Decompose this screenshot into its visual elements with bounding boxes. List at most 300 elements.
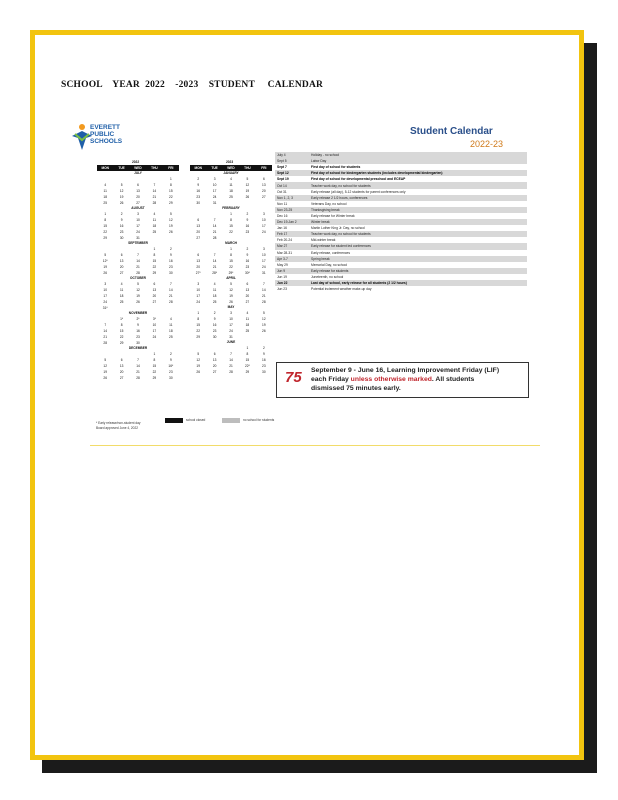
event-date: Dec 19-Jan 2 [277, 220, 297, 225]
day-cell: 7 [104, 323, 107, 327]
day-cell: 31 [212, 201, 217, 205]
day-cell: 2 [169, 247, 172, 251]
events-list [275, 152, 527, 292]
day-cell: 9 [262, 352, 265, 356]
month-name: JULY [134, 171, 142, 175]
day-cell: 25 [212, 300, 217, 304]
event-text: Early release for students [311, 268, 349, 273]
day-cell: 23 [245, 265, 250, 269]
day-cell: 7 [137, 253, 139, 257]
day-cell: 10 [262, 253, 266, 257]
day-cell: 11 [245, 317, 250, 321]
event-text: Early release 2 1/2 hours, conferences [311, 195, 368, 200]
day-cell: 24 [196, 300, 200, 304]
day-cell: 17 [212, 189, 217, 193]
day-cell: 20 [119, 370, 124, 374]
week-row [190, 369, 272, 375]
day-cell: 30 [262, 370, 266, 374]
day-cell: 13 [245, 288, 250, 292]
day-cell: 5 [104, 253, 107, 257]
day-cell: 23 [169, 265, 173, 269]
day-cell: 29 [169, 201, 173, 205]
day-cell: 10 [262, 218, 266, 222]
day-cell: 4 [104, 183, 107, 187]
day-cell: 6 [197, 218, 200, 222]
event-date: Sept 12 [277, 171, 289, 176]
month-name: MARCH [225, 241, 237, 245]
day-cell: 16 [245, 224, 250, 228]
day-cell: 26 [169, 230, 173, 234]
weekday-label: WED [227, 166, 235, 170]
day-cell: 15 [196, 323, 200, 327]
day-cell: 20 [196, 265, 200, 269]
day-cell: 27 [262, 195, 266, 199]
day-cell: 8 [104, 218, 107, 222]
day-cell: 28 [152, 201, 157, 205]
day-cell: 13 [212, 358, 217, 362]
event-text: Potential inclement weather make-up day [311, 287, 372, 292]
day-cell: 28 [169, 300, 173, 304]
divider-line [90, 445, 540, 446]
day-cell: 29* [228, 271, 234, 275]
day-cell: 4 [213, 282, 216, 286]
month-name: DECEMBER [128, 346, 148, 350]
day-cell: 22 [196, 329, 200, 333]
day-cell: 17 [136, 224, 140, 228]
day-cell: 29 [119, 341, 124, 345]
day-cell: 7 [169, 282, 172, 286]
day-cell: 3 [197, 282, 200, 286]
event-text: First day of school for developmental preschool and ECEAP [311, 177, 406, 182]
day-cell: 8 [120, 323, 123, 327]
day-cell: 10 [152, 323, 157, 327]
day-cell: 6 [197, 253, 200, 257]
day-cell: 15 [229, 259, 233, 263]
day-cell: 19 [119, 195, 124, 199]
day-cell: 22 [229, 265, 233, 269]
day-cell: 31 [229, 335, 233, 339]
lif-line-c: dismissed 75 minutes early. [311, 385, 401, 392]
day-cell: 20 [262, 189, 266, 193]
day-cell: 5 [246, 177, 249, 181]
day-cell: 10 [229, 317, 233, 321]
day-cell: 26 [262, 329, 266, 333]
event-text: Martin Luther King Jr. Day, no school [311, 226, 365, 231]
day-cell: 14 [152, 189, 157, 193]
day-cell: 7 [137, 358, 139, 362]
day-cell: 18 [103, 195, 107, 199]
day-cell: 6 [153, 282, 156, 286]
day-cell: 5 [230, 282, 232, 286]
day-cell: 21 [212, 265, 217, 269]
day-cell: 11 [103, 189, 107, 193]
lif-line-b [311, 375, 525, 384]
day-cell: 3* [152, 317, 156, 321]
day-cell: 13 [136, 189, 140, 193]
event-date: Apr 3-7 [277, 256, 288, 261]
district-logo [70, 122, 160, 152]
day-cell: 3 [137, 212, 139, 216]
day-cell: 9 [246, 253, 249, 257]
logo-line-1: EVERETT [90, 124, 120, 131]
month-name: MAY [227, 305, 235, 309]
day-cell: 11 [169, 323, 173, 327]
day-cell: 17 [103, 294, 107, 298]
day-cell: 25 [152, 230, 157, 234]
day-cell: 30 [212, 335, 217, 339]
day-cell: 9 [246, 218, 249, 222]
day-cell: 23 [245, 230, 250, 234]
day-cell: 1 [104, 212, 107, 216]
day-cell: 28 [103, 341, 107, 345]
event-date: Nov 11 [277, 201, 288, 206]
day-cell: 8 [153, 253, 156, 257]
weekday-label: TUE [118, 166, 125, 170]
day-cell: 13 [196, 259, 200, 263]
lif-line-a: September 9 - June 16, Learning Improvement Friday (LIF) [311, 367, 500, 374]
day-cell: 2 [213, 311, 216, 315]
day-cell: 6 [120, 358, 123, 362]
day-cell: 14 [169, 288, 173, 292]
weekday-label: MON [101, 166, 109, 170]
event-date: Oct 31 [277, 189, 287, 194]
day-cell: 1* [120, 317, 124, 321]
day-cell: 29 [103, 236, 107, 240]
event-text: Teacher work day, no school for students [311, 232, 371, 237]
day-cell: 6 [120, 253, 123, 257]
day-cell: 15 [229, 224, 233, 228]
day-cell: 7 [262, 282, 265, 286]
day-cell: 17 [262, 259, 266, 263]
day-cell: 5 [197, 352, 200, 356]
day-cell: 2 [262, 346, 265, 350]
calendar-title: Student Calendar [410, 126, 493, 137]
event-date: Mar 28-31 [277, 250, 293, 255]
day-cell: 14 [262, 288, 266, 292]
month-name: OCTOBER [130, 276, 146, 280]
day-cell: 22* [245, 364, 250, 368]
legend-key-gray: no school for students [243, 418, 275, 422]
event-text: Mid-winter break [311, 238, 336, 243]
event-text: Holiday - no school [311, 153, 340, 158]
day-cell: 23 [169, 370, 173, 374]
day-cell: 11 [152, 218, 157, 222]
day-cell: 15 [152, 259, 157, 263]
day-cell: 12 [262, 317, 266, 321]
day-cell: 17 [152, 329, 157, 333]
event-text: Labor Day [311, 159, 327, 164]
lif-note-text [311, 366, 525, 393]
day-cell: 17 [229, 323, 233, 327]
day-cell: 20 [136, 195, 140, 199]
day-cell: 12 [169, 218, 173, 222]
day-cell: 23 [262, 364, 266, 368]
day-cell: 27 [119, 271, 124, 275]
day-cell: 23 [212, 329, 217, 333]
day-cell: 26 [119, 201, 124, 205]
day-cell: 5 [169, 212, 172, 216]
day-cell: 6 [246, 282, 249, 286]
day-cell: 6 [137, 183, 139, 187]
day-cell: 21 [136, 265, 140, 269]
day-cell: 12 [196, 358, 200, 362]
day-cell: 12 [245, 183, 250, 187]
weekday-label: FRI [168, 166, 174, 170]
day-cell: 18 [212, 294, 217, 298]
day-cell: 18 [152, 224, 157, 228]
event-row [275, 286, 527, 292]
footnote-2: Board approved June 4, 2022 [96, 426, 139, 430]
event-date: Sept 5 [277, 159, 287, 164]
year-label-left: 2022 [132, 160, 140, 164]
day-cell: 7 [213, 253, 216, 257]
day-cell: 28 [212, 236, 217, 240]
day-cell: 1 [197, 311, 200, 315]
day-cell: 7 [213, 218, 216, 222]
event-date: Sept 7 [277, 165, 287, 170]
day-cell: 2 [120, 212, 123, 216]
day-cell: 16* [168, 364, 174, 368]
footnotes [96, 421, 140, 431]
month-name: JUNE [226, 340, 236, 344]
day-cell: 8 [230, 253, 232, 257]
day-cell: 30 [196, 201, 200, 205]
day-cell: 1 [246, 346, 249, 350]
day-cell: 8 [197, 317, 200, 321]
day-cell: 19 [169, 224, 173, 228]
event-date: Sept 19 [277, 177, 289, 182]
month-name: NOVEMBER [128, 311, 148, 315]
day-cell: 14 [136, 259, 140, 263]
event-date: Jun 22 [277, 281, 288, 286]
day-cell: 14 [212, 259, 217, 263]
event-text: Thanksgiving break [311, 207, 340, 212]
day-cell: 9 [120, 218, 123, 222]
day-cell: 30 [136, 341, 140, 345]
lif-number: 75 [285, 369, 302, 386]
day-cell: 25 [119, 300, 124, 304]
day-cell: 12 [119, 189, 124, 193]
day-cell: 17 [262, 224, 266, 228]
day-cell: 6 [262, 177, 265, 181]
day-cell: 8 [169, 183, 172, 187]
day-cell: 16 [136, 329, 140, 333]
event-date: Mar 27 [277, 244, 288, 249]
event-date: Jun 23 [277, 287, 287, 292]
day-cell: 4 [153, 212, 156, 216]
day-cell: 27* [195, 271, 201, 275]
day-cell: 28 [136, 376, 140, 380]
event-text: Memorial Day, no school [311, 262, 348, 267]
day-cell: 19 [262, 323, 266, 327]
month-name: JANUARY [223, 171, 239, 175]
day-cell: 6 [213, 352, 216, 356]
day-cell: 24 [229, 329, 233, 333]
day-cell: 22 [229, 230, 233, 234]
footnote-1: * Early release/non-student day [96, 421, 141, 425]
day-cell: 22 [169, 195, 173, 199]
day-cell: 19 [229, 294, 233, 298]
day-cell: 3 [262, 247, 265, 251]
event-text: Teacher work day, no school for students [311, 183, 371, 188]
day-cell: 3 [262, 212, 265, 216]
day-cell: 11 [119, 288, 124, 292]
day-cell: 4 [246, 311, 249, 315]
day-cell: 19 [245, 189, 250, 193]
day-cell: 30 [119, 236, 124, 240]
day-cell: 20 [196, 230, 200, 234]
day-cell: 26 [229, 300, 233, 304]
day-cell: 26 [196, 370, 200, 374]
day-cell: 20 [152, 294, 157, 298]
day-cell: 25 [229, 195, 233, 199]
day-cell: 22 [103, 230, 107, 234]
day-cell: 26 [245, 195, 250, 199]
day-cell: 13 [119, 364, 124, 368]
day-cell: 19 [103, 265, 107, 269]
day-cell: 27 [136, 201, 140, 205]
day-cell: 15 [245, 358, 250, 362]
day-cell: 15 [103, 224, 107, 228]
day-cell: 10 [196, 288, 200, 292]
event-text: Early release for student led conferences [311, 244, 371, 249]
day-cell: 13 [262, 183, 266, 187]
event-date: Feb 20-24 [277, 238, 293, 243]
day-cell: 12 [136, 288, 140, 292]
day-cell: 7 [153, 183, 156, 187]
day-cell: 16 [245, 259, 250, 263]
day-cell: 3 [104, 282, 107, 286]
day-cell: 25 [169, 335, 173, 339]
day-cell: 24 [262, 230, 266, 234]
day-cell: 20 [119, 265, 124, 269]
day-cell: 24 [136, 230, 140, 234]
day-cell: 21 [103, 335, 107, 339]
event-date: July 4 [277, 153, 286, 158]
day-cell: 8 [230, 218, 232, 222]
day-cell: 2 [246, 247, 249, 251]
day-cell: 2 [169, 352, 172, 356]
month-name: SEPTEMBER [128, 241, 148, 245]
day-cell: 19 [196, 364, 200, 368]
event-text: First day of school for students [311, 165, 361, 170]
week-row [97, 375, 179, 381]
day-cell: 31* [102, 306, 108, 310]
event-text: Spring break [311, 256, 330, 261]
day-cell: 28 [262, 300, 266, 304]
day-cell: 8 [153, 358, 156, 362]
event-date: Nov 1, 2, 3 [277, 195, 293, 200]
lif-note-box [276, 362, 529, 398]
event-text: First day of school for kindergarten students (includes developmental kindergarten) [311, 171, 443, 176]
weekday-label: WED [134, 166, 142, 170]
day-cell: 15 [169, 189, 173, 193]
day-cell: 26 [103, 271, 107, 275]
day-cell: 21 [152, 195, 157, 199]
day-cell: 29 [196, 335, 200, 339]
day-cell: 15 [119, 329, 124, 333]
day-cell: 30* [245, 271, 250, 275]
day-cell: 31 [262, 271, 266, 275]
logo-line-2: PUBLIC [90, 131, 115, 138]
day-cell: 9 [197, 183, 200, 187]
day-cell: 22 [152, 370, 157, 374]
day-cell: 2 [197, 177, 200, 181]
day-cell: 18 [245, 323, 250, 327]
day-cell: 21 [262, 294, 266, 298]
legend-swatch-gray [222, 418, 240, 423]
event-text: Last day of school, early release for all students (2 1/2 hours) [311, 281, 407, 286]
day-cell: 29 [245, 370, 250, 374]
event-text: Veterans Day, no school [311, 201, 347, 206]
day-cell: 10 [212, 183, 217, 187]
day-cell: 1 [153, 352, 156, 356]
day-cell: 18 [169, 329, 173, 333]
weekday-label: THU [244, 166, 251, 170]
day-cell: 23 [196, 195, 200, 199]
weekday-label: TUE [211, 166, 218, 170]
day-cell: 1 [230, 212, 232, 216]
event-date: Jan 16 [277, 226, 287, 231]
day-cell: 12 [103, 364, 107, 368]
day-cell: 11 [212, 288, 217, 292]
day-cell: 18 [229, 189, 233, 193]
day-cell: 27 [196, 236, 200, 240]
day-cell: 5 [137, 282, 139, 286]
day-cell: 13 [152, 288, 157, 292]
day-cell: 10 [136, 218, 140, 222]
day-cell: 20 [212, 364, 217, 368]
day-cell: 1 [169, 177, 172, 181]
day-cell: 16 [169, 259, 173, 263]
day-cell: 25 [103, 201, 107, 205]
day-cell: 21 [136, 370, 140, 374]
day-cell: 21 [212, 230, 217, 234]
day-cell: 24 [212, 195, 217, 199]
day-cell: 19 [136, 294, 140, 298]
day-cell: 22 [152, 265, 157, 269]
lif-line-b-post: . All students [431, 376, 475, 383]
day-cell: 31 [136, 236, 140, 240]
day-cell: 20 [245, 294, 250, 298]
calendar-column-left [97, 165, 179, 381]
logo-line-3: SCHOOLS [90, 138, 123, 145]
day-cell: 17 [196, 294, 200, 298]
lif-line-b-pre: each Friday [311, 376, 351, 383]
day-cell: 5 [104, 358, 107, 362]
day-cell: 28 [229, 370, 233, 374]
day-cell: 5 [262, 311, 265, 315]
day-cell: 4 [169, 317, 172, 321]
lif-line-b-red: unless otherwise marked [350, 376, 432, 383]
day-cell: 4 [120, 282, 123, 286]
calendar-column-right [190, 165, 272, 375]
day-cell: 21 [229, 364, 233, 368]
day-cell: 15 [152, 364, 157, 368]
month-name: AUGUST [131, 206, 145, 210]
day-cell: 16 [212, 323, 217, 327]
day-cell: 28 [136, 271, 140, 275]
event-text: Winter break [311, 220, 330, 225]
weekday-label: THU [151, 166, 158, 170]
day-cell: 8 [246, 352, 249, 356]
day-cell: 23 [119, 230, 124, 234]
day-cell: 5 [120, 183, 123, 187]
day-cell: 14 [136, 364, 140, 368]
legend-key-black: school closed [186, 418, 206, 422]
day-cell: 29 [152, 271, 157, 275]
day-cell: 18 [119, 294, 124, 298]
